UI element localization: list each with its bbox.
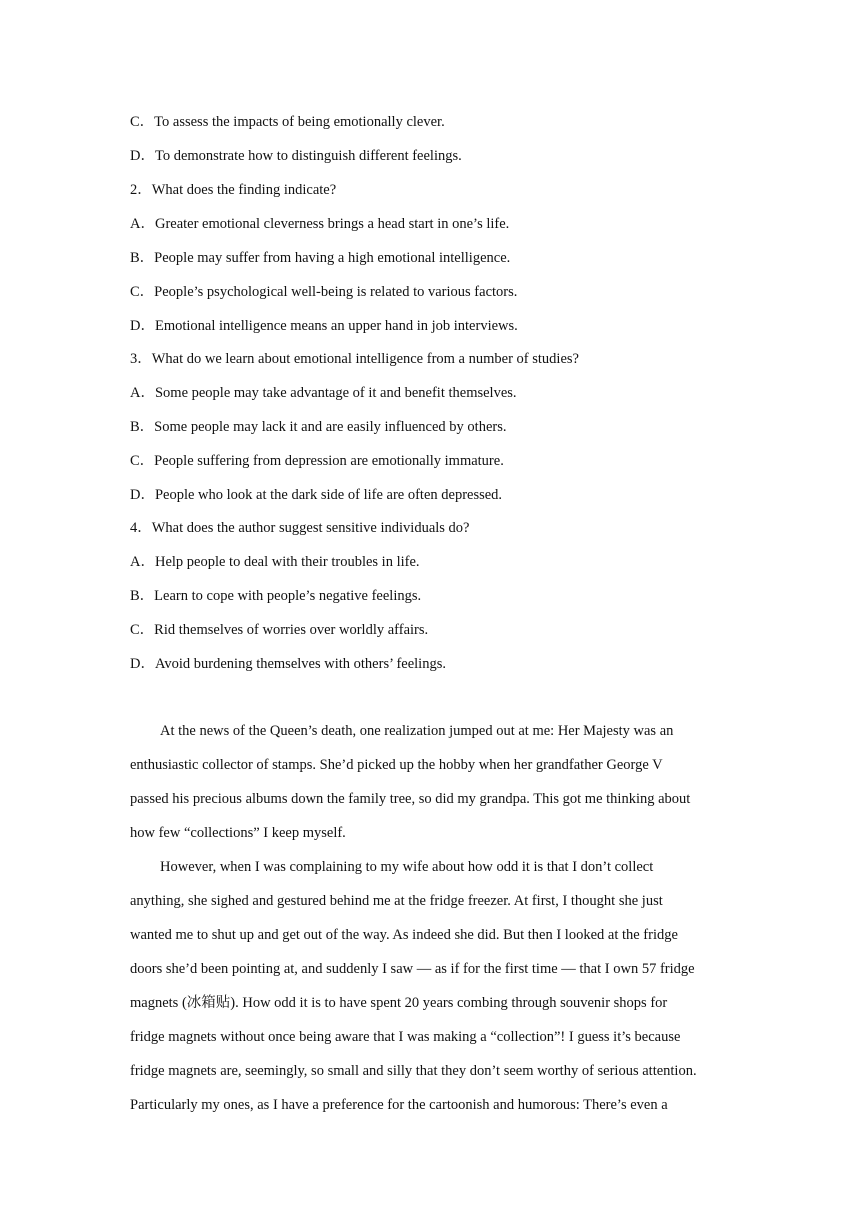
passage-line: passed his precious albums down the family tree, so did my grandpa. This got me thinking about — [130, 791, 691, 807]
passage-line: At the news of the Queen’s death, one realization jumped out at me: Her Majesty was an — [160, 723, 674, 739]
q1-option-d: D．To demonstrate how to distinguish different feelings. — [130, 148, 462, 164]
passage-line: anything, she sighed and gestured behind me at the fridge freezer. At first, I thought she just — [130, 893, 663, 909]
q2-option-a: A．Greater emotional cleverness brings a head start in one’s life. — [130, 216, 510, 232]
passage-paragraph-2 — [130, 857, 730, 1129]
q2-option-c: C．People’s psychological well-being is related to various factors. — [130, 284, 518, 300]
passage-line: magnets (冰箱贴). How odd it is to have spent 20 years combing through souvenir shops for — [130, 995, 668, 1011]
passage-line: wanted me to shut up and get out of the way. As indeed she did. But then I looked at the fridge — [130, 927, 678, 943]
passage-line: enthusiastic collector of stamps. She’d picked up the hobby when her grandfather George V — [130, 757, 663, 773]
q3-option-d: D．People who look at the dark side of life are often depressed. — [130, 487, 503, 503]
q3-stem: 3．What do we learn about emotional intelligence from a number of studies? — [130, 351, 579, 367]
passage-line: fridge magnets without once being aware that I was making a “collection”! I guess it’s because — [130, 1029, 681, 1045]
passage-line: doors she’d been pointing at, and suddenly I saw — as if for the first time — that I own 57 fridge — [130, 961, 695, 977]
q4-option-c: C．Rid themselves of worries over worldly affairs. — [130, 622, 429, 638]
q4-stem: 4．What does the author suggest sensitive individuals do? — [130, 520, 470, 536]
passage-line: fridge magnets are, seemingly, so small and silly that they don’t seem worthy of serious attention. — [130, 1063, 697, 1079]
q3-option-a: A．Some people may take advantage of it and benefit themselves. — [130, 385, 517, 401]
q1-option-c: C．To assess the impacts of being emotionally clever. — [130, 114, 445, 130]
passage-line: how few “collections” I keep myself. — [130, 825, 346, 841]
q3-option-c: C．People suffering from depression are emotionally immature. — [130, 453, 504, 469]
passage-line: Particularly my ones, as I have a preference for the cartoonish and humorous: There’s even a — [130, 1097, 668, 1113]
q2-option-b: B．People may suffer from having a high emotional intelligence. — [130, 250, 511, 266]
q3-option-b: B．Some people may lack it and are easily influenced by others. — [130, 419, 507, 435]
passage-line: However, when I was complaining to my wife about how odd it is that I don’t collect — [160, 859, 654, 875]
q2-option-d: D．Emotional intelligence means an upper hand in job interviews. — [130, 318, 518, 334]
passage-paragraph-1 — [130, 721, 730, 857]
q4-option-b: B．Learn to cope with people’s negative feelings. — [130, 588, 422, 604]
q4-option-a: A．Help people to deal with their troubles in life. — [130, 554, 420, 570]
q4-option-d: D．Avoid burdening themselves with others’ feelings. — [130, 656, 446, 672]
q2-stem: 2．What does the finding indicate? — [130, 182, 337, 198]
